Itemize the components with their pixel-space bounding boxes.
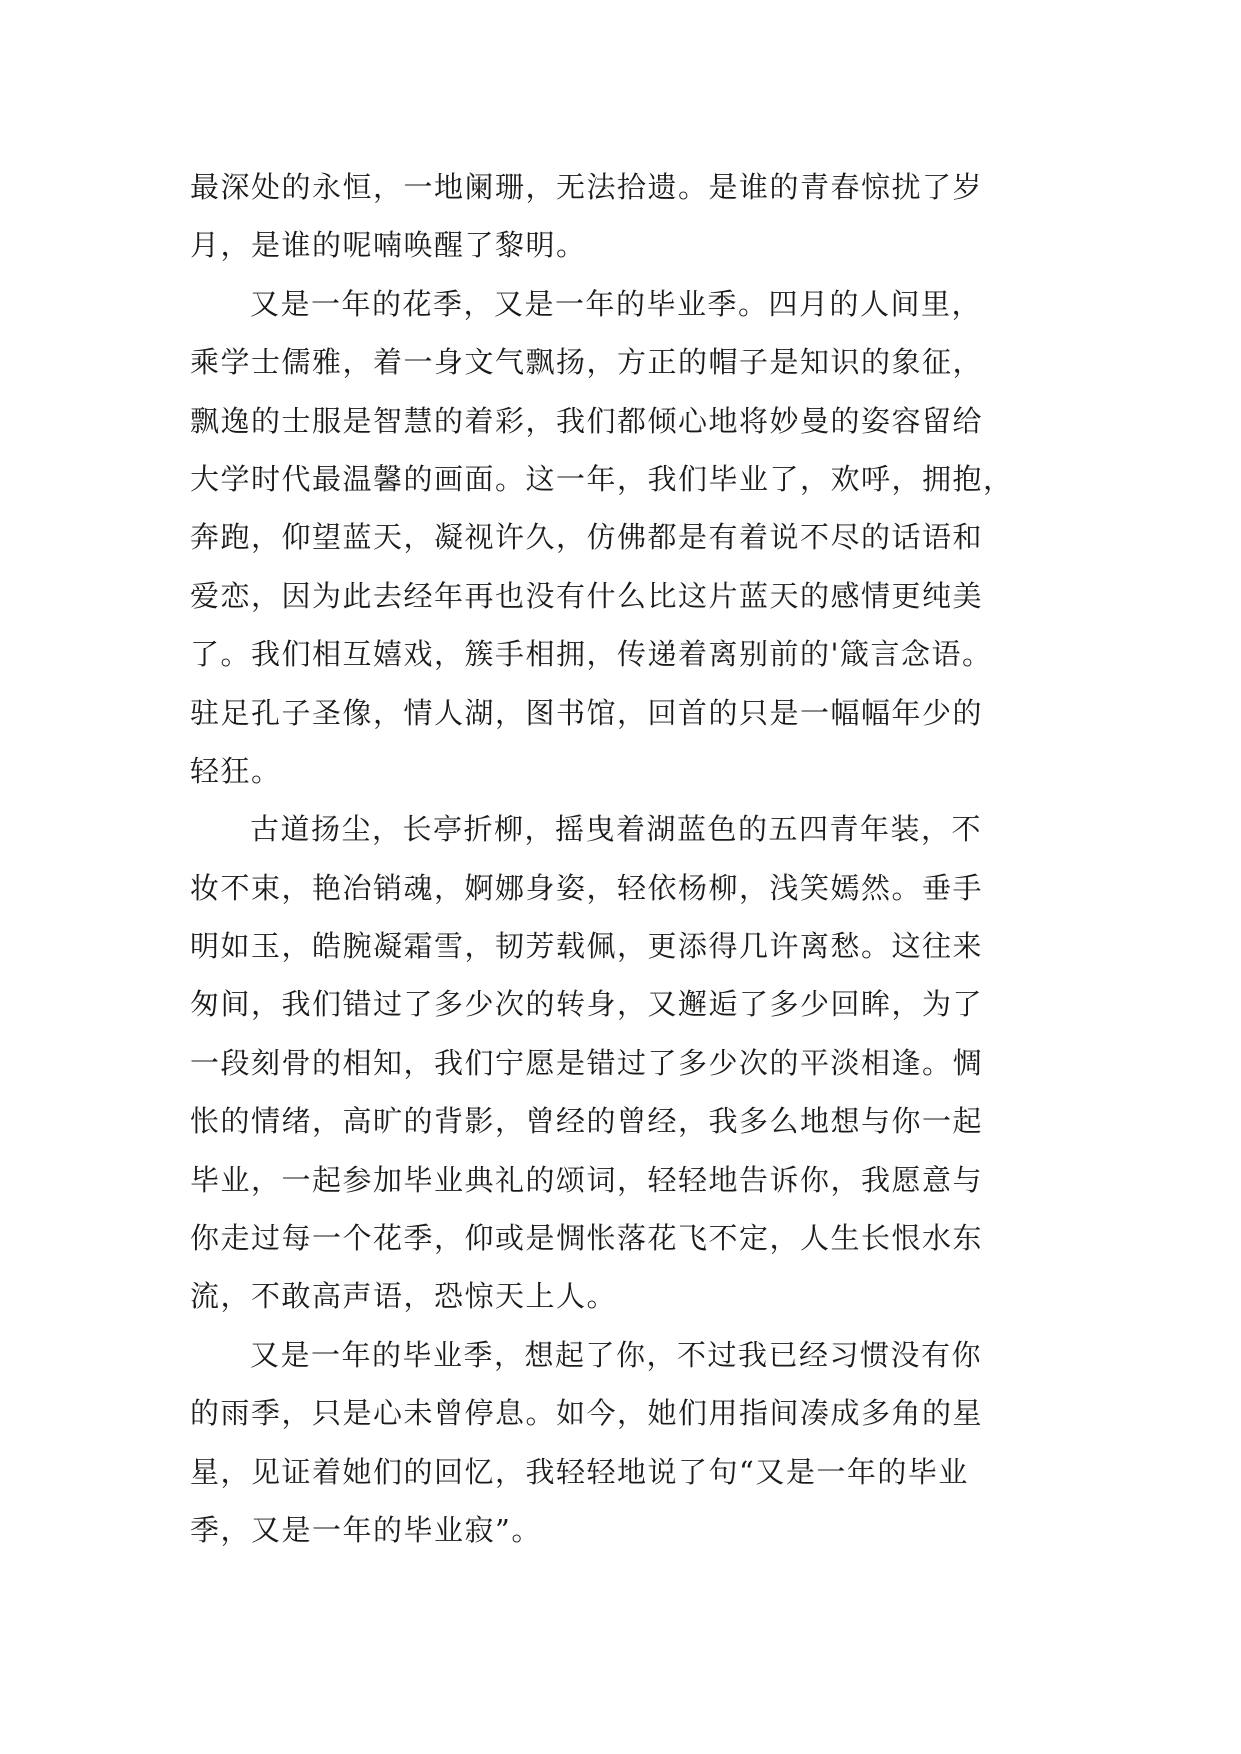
text-line: 最深处的永恒，一地阑珊，无法拾遗。是谁的青春惊扰了岁 <box>190 170 984 204</box>
text-line: 轻狂。 <box>190 753 282 788</box>
text-line: 明如玉，皓腕凝霜雪，韧芳载佩，更添得几许离愁。这往来 <box>190 929 984 964</box>
text-line: 怅的情绪，高旷的背影，曾经的曾经，我多么地想与你一起 <box>190 1104 984 1139</box>
text-line: 飘逸的士服是智慧的着彩，我们都倾心地将妙曼的姿容留给 <box>190 403 984 438</box>
text-line: 爱恋，因为此去经年再也没有什么比这片蓝天的感情更纯美 <box>190 578 984 613</box>
text-line: 月，是谁的呢喃唤醒了黎明。 <box>190 228 587 263</box>
text-line: 乘学士儒雅，着一身文气飘扬，方正的帽子是知识的象征， <box>190 345 984 380</box>
text-line: 季，又是一年的毕业寂”。 <box>190 1512 542 1547</box>
text-line: 古道扬尘，长亭折柳，摇曳着湖蓝色的五四青年装，不 <box>250 812 983 847</box>
text-line: 了。我们相互嬉戏，簇手相拥，传递着离别前的'箴言念语。 <box>190 637 993 672</box>
text-line: 流，不敢高声语，恐惊天上人。 <box>190 1279 618 1314</box>
text-line: 奔跑，仰望蓝天，凝视许久，仿佛都是有着说不尽的话语和 <box>190 520 984 555</box>
text-line: 一段刻骨的相知，我们宁愿是错过了多少次的平淡相逢。惆 <box>190 1045 984 1080</box>
text-line: 大学时代最温馨的画面。这一年，我们毕业了，欢呼，拥抱， <box>190 461 1014 496</box>
text-line: 妆不束，艳冶销魂，婀娜身姿，轻依杨柳，浅笑嫣然。垂手 <box>190 870 984 905</box>
body-text <box>190 158 1062 1559</box>
text-line: 你走过每一个花季，仰或是惆怅落花飞不定，人生长恨水东 <box>190 1221 984 1256</box>
text-line: 又是一年的毕业季，想起了你，不过我已经习惯没有你 <box>250 1337 983 1372</box>
text-line: 驻足孔子圣像，情人湖，图书馆，回首的只是一幅幅年少的 <box>190 695 984 730</box>
text-line: 匆间，我们错过了多少次的转身，又邂逅了多少回眸，为了 <box>190 987 984 1022</box>
text-line: 又是一年的花季，又是一年的毕业季。四月的人间里， <box>250 286 983 321</box>
text-line: 毕业，一起参加毕业典礼的颂词，轻轻地告诉你，我愿意与 <box>190 1162 984 1197</box>
text-line: 的雨季，只是心未曾停息。如今，她们用指间凑成多角的星 <box>190 1396 984 1431</box>
text-line: 星，见证着她们的回忆，我轻轻地说了句“又是一年的毕业 <box>190 1454 969 1489</box>
